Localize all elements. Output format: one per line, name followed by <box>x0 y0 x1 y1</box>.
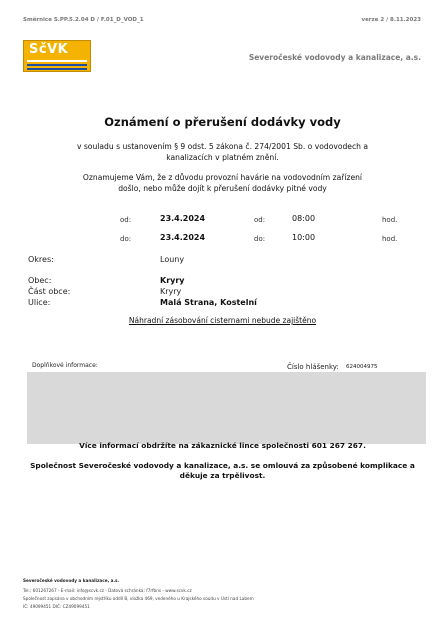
logo-band <box>27 60 87 62</box>
obec-value: Kryry <box>160 276 185 285</box>
from-date-label: od: <box>120 216 132 224</box>
footer-ids: IČ: 49099451 DIČ: CZ49099451 <box>23 604 90 609</box>
obec-label: Obec: <box>28 276 52 285</box>
version-label: verze 2 / 8.11.2023 <box>361 17 421 23</box>
legal-line-1: v souladu s ustanovením § 9 odst. 5 zákona č. 274/2001 Sb. o vodovodech a <box>76 142 369 151</box>
from-time-label: od: <box>254 216 266 224</box>
logo-wave-bottom <box>27 68 87 70</box>
from-date: 23.4.2024 <box>160 214 206 223</box>
extra-info-label: Doplňkové informace: <box>32 362 98 369</box>
logo-wave-top <box>27 64 87 66</box>
to-time-label: do: <box>254 235 266 243</box>
document-code: Směrnice S.PP.5.2.04 D / F.01_D_VOD_1 <box>23 17 144 23</box>
legal-basis <box>40 141 405 163</box>
intro-line-2: došlo, nebo může dojít k přerušení dodávky pitné vody <box>118 184 327 193</box>
apology-text <box>20 461 425 481</box>
from-time: 08:00 <box>292 214 316 223</box>
from-hours-label: hod. <box>382 216 398 224</box>
apology-line-2: děkuje za trpělivost. <box>179 471 266 480</box>
notice-title: Oznámení o přerušení dodávky vody <box>104 115 341 129</box>
to-date: 23.4.2024 <box>160 233 206 242</box>
intro-text <box>40 172 405 194</box>
ulice-label: Ulice: <box>28 298 51 307</box>
contact-line: Více informací obdržíte na zákaznické lince společnosti 601 267 267. <box>79 441 366 450</box>
footer-company: Severočeské vodovody a kanalizace, a.s. <box>23 578 120 583</box>
intro-line-1: Oznamujeme Vám, že z důvodu provozní havárie na vodovodním zařízení <box>82 173 363 182</box>
report-number: 624004975 <box>346 364 378 370</box>
company-logo <box>23 40 91 72</box>
supply-note: Náhradní zásobování cisternami nebude zajištěno <box>128 316 317 325</box>
extra-info-box <box>27 372 426 444</box>
legal-line-2: kanalizacích v platném znění. <box>166 153 279 162</box>
footer-contacts: Tel.: 601267267 - E-mail: info@scvk.cz - Datová schránka: f7rfbns - www.scvk.cz <box>23 588 192 593</box>
okres-value: Louny <box>160 255 185 264</box>
cast-obce-label: Část obce: <box>28 287 71 296</box>
logo-text: SčVK <box>29 42 69 57</box>
cast-obce-value: Kryry <box>160 287 182 296</box>
footer-registry: Společnost zapsána v obchodním rejstříku oddíl B, vložka 469, vedeného u Krajského soudu v Ústí nad Labem <box>23 596 254 601</box>
ulice-value: Malá Strana, Kostelní <box>160 298 257 307</box>
company-name: Severočeské vodovody a kanalizace, a.s. <box>248 53 421 62</box>
to-time: 10:00 <box>292 233 316 242</box>
okres-label: Okres: <box>28 255 54 264</box>
to-hours-label: hod. <box>382 235 398 243</box>
to-date-label: do: <box>120 235 132 243</box>
apology-line-1: Společnost Severočeské vodovody a kanalizace, a.s. se omlouvá za způsobené komplikace a <box>30 461 415 470</box>
report-number-label: Číslo hlášenky: <box>287 363 339 371</box>
